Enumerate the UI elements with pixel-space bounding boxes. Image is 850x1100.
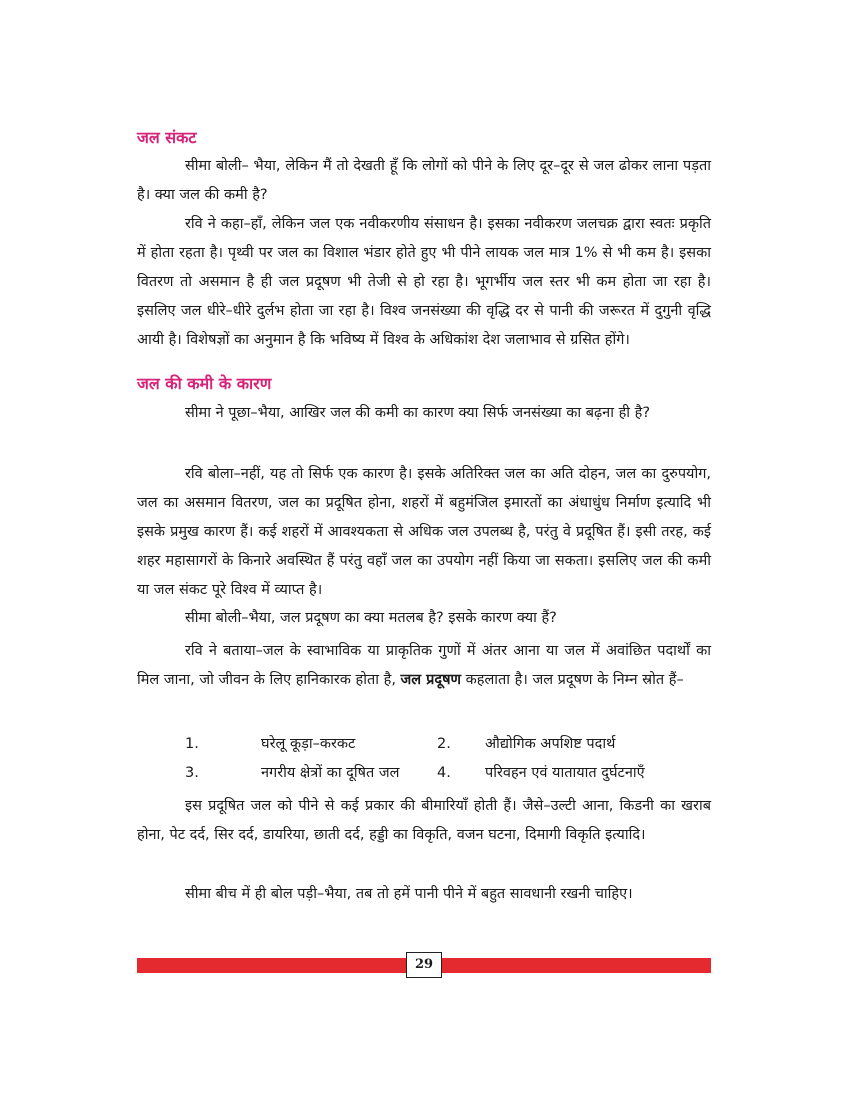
paragraph-3: सीमा ने पूछा–भैया, आखिर जल की कमी का कारण क्या सिर्फ जनसंख्या का बढ़ना ही है?	[185, 405, 651, 421]
list-item	[185, 760, 711, 786]
section-heading-causes: जल की कमी के कारण	[137, 374, 272, 393]
page-number: 29	[406, 952, 442, 978]
section-heading-water-crisis: जल संकट	[137, 128, 197, 147]
paragraph-6-bold-term: जल प्रदूषण	[400, 672, 461, 688]
list-number: 1.	[185, 736, 199, 752]
list-text: परिवहन एवं यातायात दुर्घटनाएँ	[485, 765, 645, 781]
list-number: 2.	[437, 736, 451, 752]
paragraph-4: रवि बोला–नहीं, यह तो सिर्फ एक कारण है। इसके अतिरिक्त जल का अति दोहन, जल का दुरुपयोग, जल का असमान वितरण, जल का प्रदूषित होना, शहरों में बहुमंजिल इमारतों का अंधाधुंध निर्माण इत्यादि भी इसके प्रमुख कारण हैं। कई शहरों में आवश्यकता से अधिक जल उपलब्ध है, परंतु वे प्रदूषित हैं। इसी तरह, कई शहर महासागरों के किनारे अवस्थित हैं परंतु वहाँ जल का उपयोग नहीं किया जा सकता। इसलिए जल की कमी या जल संकट पूरे विश्व में व्याप्त है।	[137, 466, 711, 598]
list-text: औद्योगिक अपशिष्ट पदार्थ	[485, 736, 616, 752]
list-item	[185, 731, 711, 757]
list-number: 3.	[185, 765, 199, 781]
paragraph-6	[137, 637, 711, 695]
list-text: नगरीय क्षेत्रों का दूषित जल	[261, 765, 400, 781]
paragraph-1: सीमा बोली– भैया, लेकिन मैं तो देखती हूँ कि लोगों को पीने के लिए दूर–दूर से जल ढोकर लाना पड़ता है। क्या जल की कमी है?	[137, 158, 711, 203]
paragraph-8: सीमा बीच में ही बोल पड़ी–भैया, तब तो हमें पानी पीने में बहुत सावधानी रखनी चाहिए।	[185, 886, 633, 902]
list-text: घरेलू कूड़ा–करकट	[261, 736, 356, 752]
paragraph-2: रवि ने कहा–हाँ, लेकिन जल एक नवीकरणीय संसाधन है। इसका नवीकरण जलचक्र द्वारा स्वतः प्रकृति में होता रहता है। पृथ्वी पर जल का विशाल भंडार होते हुए भी पीने लायक जल मात्र 1% से भी कम है। इसका वितरण तो असमान है ही जल प्रदूषण भी तेजी से हो रहा है। भूगर्भीय जल स्तर भी कम होता जा रहा है। इसलिए जल धीरे–धीरे दुर्लभ होता जा रहा है। विश्व जनसंख्या की वृद्धि दर से पानी की जरूरत में दुगुनी वृद्धि आयी है। विशेषज्ञों का अनुमान है कि भविष्य में विश्व के अधिकांश देश जलाभाव से ग्रसित होंगे।	[137, 216, 711, 348]
paragraph-5: सीमा बोली–भैया, जल प्रदूषण का क्या मतलब है? इसके कारण क्या हैं?	[185, 610, 557, 626]
list-number: 4.	[437, 765, 451, 781]
paragraph-6-text-a: रवि ने बताया–जल के स्वाभाविक या प्राकृतिक गुणों में अंतर आना या जल में अवांछित पदार्थों का मिल जाना, जो जीवन के लिए हानिकारक होता है,	[137, 643, 711, 688]
paragraph-6-text-b: कहलाता है। जल प्रदूषण के निम्न स्रोत हैं–	[461, 672, 684, 688]
paragraph-7: इस प्रदूषित जल को पीने से कई प्रकार की बीमारियाँ होती हैं। जैसे–उल्टी आना, किडनी का खराब होना, पेट दर्द, सिर दर्द, डायरिया, छाती दर्द, हड्डी का विकृति, वजन घटना, दिमागी विकृति इत्यादि।	[137, 798, 711, 843]
